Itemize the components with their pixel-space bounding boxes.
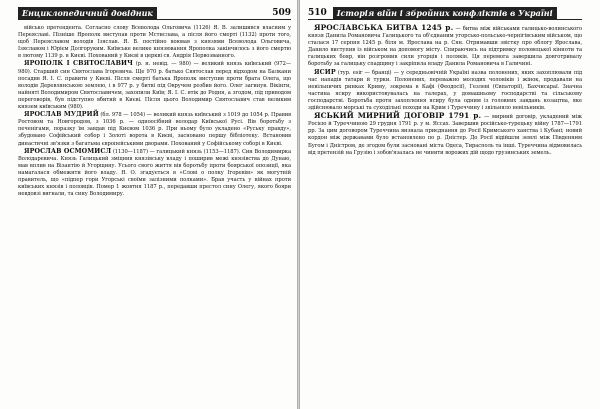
entry-title: ЯРОСЛАВ ОСМОМИСЛ [24,147,112,155]
entry-text: (бл. 978 — 1054) — великий князь київський з 1019 до 1054 р. Правив Ростовом та Новгородом, з 1036 р. — одноосібний володар Київської Русі. Вів боротьбу з печенігами, поразку їм завдав під Києвом 1036 р. При ньому було укладено «Руську правду», збудовано Софійський собор і Золоті ворота в Києві, засновано першу бібліотеку. Встановив династичні зв'язки з багатьма європейськими дворами. Похований у Софійському соборі в Києві. [18,112,291,147]
right-page-text [308,24,582,157]
left-page-header [18,6,291,20]
left-paragraph [18,60,291,111]
right-paragraph [308,69,582,113]
entry-title: ЯРОПОЛК І СВЯТОСЛАВИЧ [24,60,133,68]
left-page [0,0,297,409]
entry-title: ЯСИР [314,68,336,76]
left-paragraph [18,24,291,60]
right-header-title: Історія війн і збройних конфліктів в Україні [333,7,557,19]
left-page-number: 509 [272,7,291,18]
right-page-header [308,6,582,20]
entry-title: ЯРОСЛАВ МУДРИЙ [24,111,99,119]
left-paragraph [18,148,291,199]
entry-text: — битва між військами галицько-волинського князя Данила Романовича Галицького та об'єднаним угорсько-польсько-чернігівським військом, що сталася 17 серпня 1245 р. біля м. Ярослава на р. Сян. Отримавши звістку про облогу Ярослава, Данило виступив із військом на допомогу місту. Спираючись на підтримку половецької кінноти та галицьких бояр, він розгромив сили угорців і поляків. Ця перемога завершила довготривалу боротьбу за галицьку спадщину і закріпила владу Данила Романовича в Галичині. [308,26,582,68]
entry-title: ЯРОСЛАВСЬКА БИТВА 1245 р. [314,23,454,32]
left-page-text [18,24,291,198]
right-paragraph [308,24,582,69]
right-page [300,0,600,409]
right-page-number: 510 [308,7,327,18]
right-paragraph [308,112,582,157]
left-header-title: Енциклопедичний довідник [18,7,157,19]
entry-text: — мирний договір, укладений між Росією й Туреччиною 29 грудня 1791 р. у м. Яссах. Завершив російсько-турецьку війну 1787—1791 рр. За цим договором Туреччина визнала приєднання до Росії Кримського ханства і Кубані; новий кордон між державами було встановлено по р. Дністер. До Росії відійшли землі між Південним Бугом і Дністром, де згодом були засновані міста Одеса, Тирасполь та інші. Туреччина відмовилась від претензій на Грузію і зобов'язалась не чинити ворожих дій щодо грузинських земель. [308,114,582,156]
entry-text: військо претендента. Согласно слову Всеволода Ольговича (1126) Я. В. залишився власним у Переяславі. Пізніше Ярополк виступав проти Мстислава, а після його смерті (1132) проти того, щоб Переяславом володів Ізяслав. Я. В. постійно воював з князями Всеволода Ольговича, Ізяславом і Юрієм Долгоруким. Київське велике князювання Ярополка закінчилось з його смертю в лютому 1139 р. в Києві. Похований у Києві в церкві св. Андрія Первозванного. [18,25,291,60]
entry-text: (тур. esir — бранці) — у середньовічній Україні назва полонених, яких захоплювали під час нападів татари й турки. Полонених, переважно молодих чоловіків і жінок, продавали на невільничих ринках Криму, зокрема в Кафі (Феодосії), Гезлеві (Євпаторії), Бахчисараї. Значна частина ясиру використовувалась на галерах, у домашньому господарстві та сільському господарстві. Боротьба проти захоплення ясиру була одним із головних завдань козацтва, яке здійснювало морські та суходільні походи на Крим і Туреччину і звільняло невільників. [308,69,582,112]
entry-title: ЯСЬКИЙ МИРНИЙ ДОГОВІР 1791 р. [314,111,482,121]
entry-text: (р. н. невід. — 980) — великий князь київський (972—980). Старший син Святослава Ігоревича. Ще 970 р. батько Святослав перед відходом на Балкани посадив Я. І. С. правити у Києві. Після смерті батька Ярополк виступив проти брата Олега, що володів Деревлянською землею, і в 977 р. у битві під Овручем розбив його. Олег загинув. Вікінги, найняті Володимиром Святославичем, захопили Київ; Я. І. С. втік до Родня, а згодом, під приводом переговорів, був підступно вбитий в Києві. Після цього Володимир Святославич став великим князем київським (980). [18,61,292,111]
entry-text: (1130—1187) — галицький князь (1153—1187). Син Володимирка Володаревича. Князь Галицький зміцнив князівську владу і поширив межі князівства до Дунаю, мав вплив на Візантію й Угорщину. Усього свого життя вів боротьбу проти боярської опозиції, яка намагалася обмежити його владу. Я. О. згадується в «Слові о полку Ігоревім» як могутній правитель, що «підпер гори Угорські своїми залізними полками». Брав участь у війнах проти київських князів і половців. Помер 1 жовтня 1187 р., передавши престол сину Олегу, якого бояри невдовзі вигнали, та сину Володимиру. [18,148,291,198]
left-paragraph [18,111,291,147]
